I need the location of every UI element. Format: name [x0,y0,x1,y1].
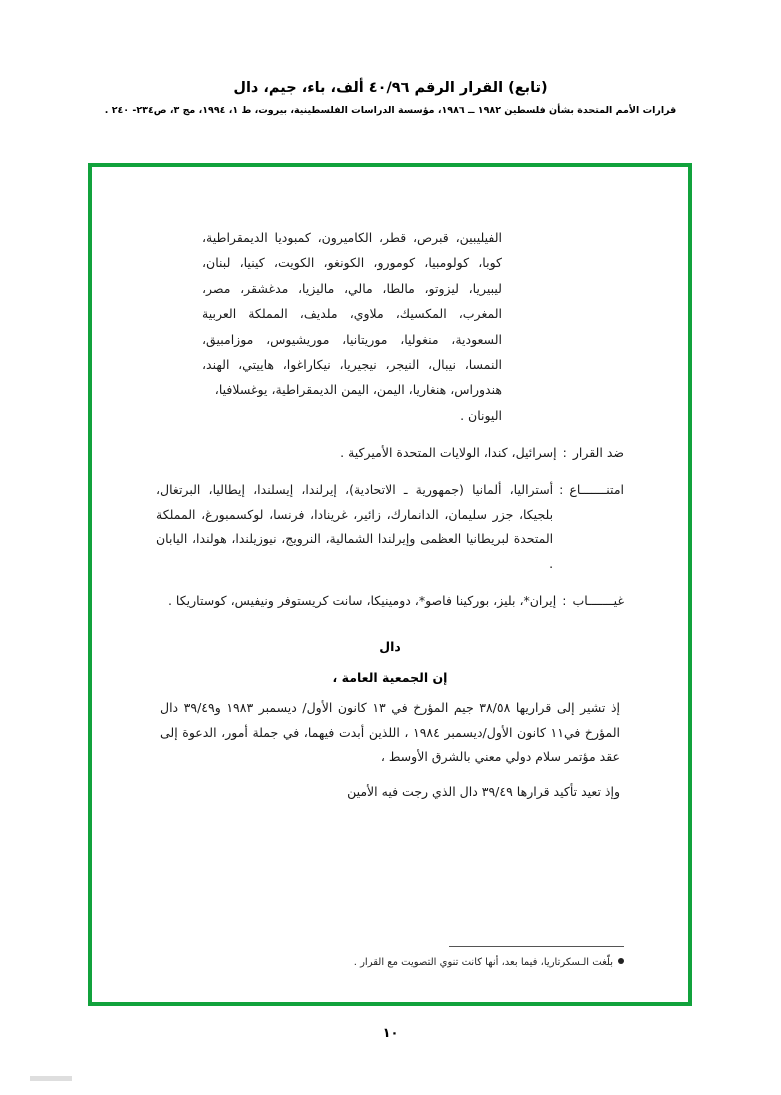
vote-colon: : [562,592,567,608]
vote-row [156,441,624,465]
vote-label: ضد القرار [572,445,624,460]
section-heading: إن الجمعية العامة ، [332,670,448,686]
scan-artifact [30,1076,72,1081]
vote-colon: : [562,445,567,460]
vote-colon: : [559,482,564,498]
vote-text: أستراليا، ألمانيا (جمهورية ـ الاتحادية)، إيرلندا، إيسلندا، إيطاليا، البرتغال، بلجيكا، جزر سليمان، الدانمارك، زائير، غرينادا، فرنسا، لوكسمبورغ، المملكة المتحدة لبريطانيا العظمى وإيرلندا الشمالية، النرويج، نيوزيلندا، هولندا، اليابان . [156,482,554,571]
scanned-page-frame [88,163,692,1006]
page-title: (تابع) القرار الرقم ٤٠/٩٦ ألف، باء، جيم، دال [233,80,548,96]
paragraph: وإذ تعيد تأكيد قرارها ٣٩/٤٩ دال الذي رجت فيه الأمين [347,784,620,800]
bullet-icon [618,958,624,964]
country-list-last-line: اليونان . [460,407,502,423]
vote-text: إسرائيل، كندا، الولايات المتحدة الأميركية . [340,445,557,460]
section-letter: دال [379,639,401,655]
vote-label: غيـــــــاب [572,592,624,608]
footnote-line [156,957,624,968]
vote-row [156,589,624,613]
vote-row [156,478,624,576]
source-citation: قرارات الأمم المتحدة بشأن فلسطين ١٩٨٢ ــ ١٩٨٦، مؤسسة الدراسات الفلسطينية، بيروت، ط ١، ١٩٩٤، مج ٣، ص٢٣٤- ٢٤٠ . [104,105,677,116]
country-list-text: الفيليبين، قبرص، قطر، الكاميرون، كمبوديا الديمقراطية، كوبا، كولومبيا، كومورو، الكونغو، الكويت، كينيا، لبنان، ليبيريا، ليزوتو، مالطا، مالي، ماليزيا، مدغشقر، مصر، المغرب، المكسيك، ملاوي، ملديف، المملكة العربية السعودية، منغوليا، موريتانيا، موريشيوس، موزامبيق، النمسا، نيبال، النيجر، نيجيريا، نيكاراغوا، هاييتي، الهند، هندوراس، هنغاريا، اليمن، اليمن الديمقراطية، يوغسلافيا، [202,230,502,398]
vote-text: إيران*، بليز، بوركينا فاصو*، دومينيكا، سانت كريستوفر ونيفيس، كوستاريكا . [167,592,557,608]
page-number: ١٠ [382,1026,399,1041]
country-list-paragraph [202,225,502,428]
footnote [156,946,624,968]
page-header [0,80,781,116]
paragraph: إذ تشير إلى قراريها ٣٨/٥٨ جيم المؤرخ في ١٣ كانون الأول/ ديسمبر ١٩٨٣ و٣٩/٤٩ دال المؤرخ في١١ كانون الأول/ديسمبر ١٩٨٤ ، اللذين أبدت فيهما، في جملة أمور، الدعوة إلى عقد مؤتمر سلام دولي معني بالشرق الأوسط ، [160,700,620,764]
footnote-text: بلّغت الـسكرتاريا، فيما بعد، أنها كانت تنوي التصويت مع القرار . [353,957,613,968]
scanned-page-content [92,167,688,1002]
vote-label: امتنـــــــاع [569,482,624,498]
footnote-divider [449,946,624,947]
